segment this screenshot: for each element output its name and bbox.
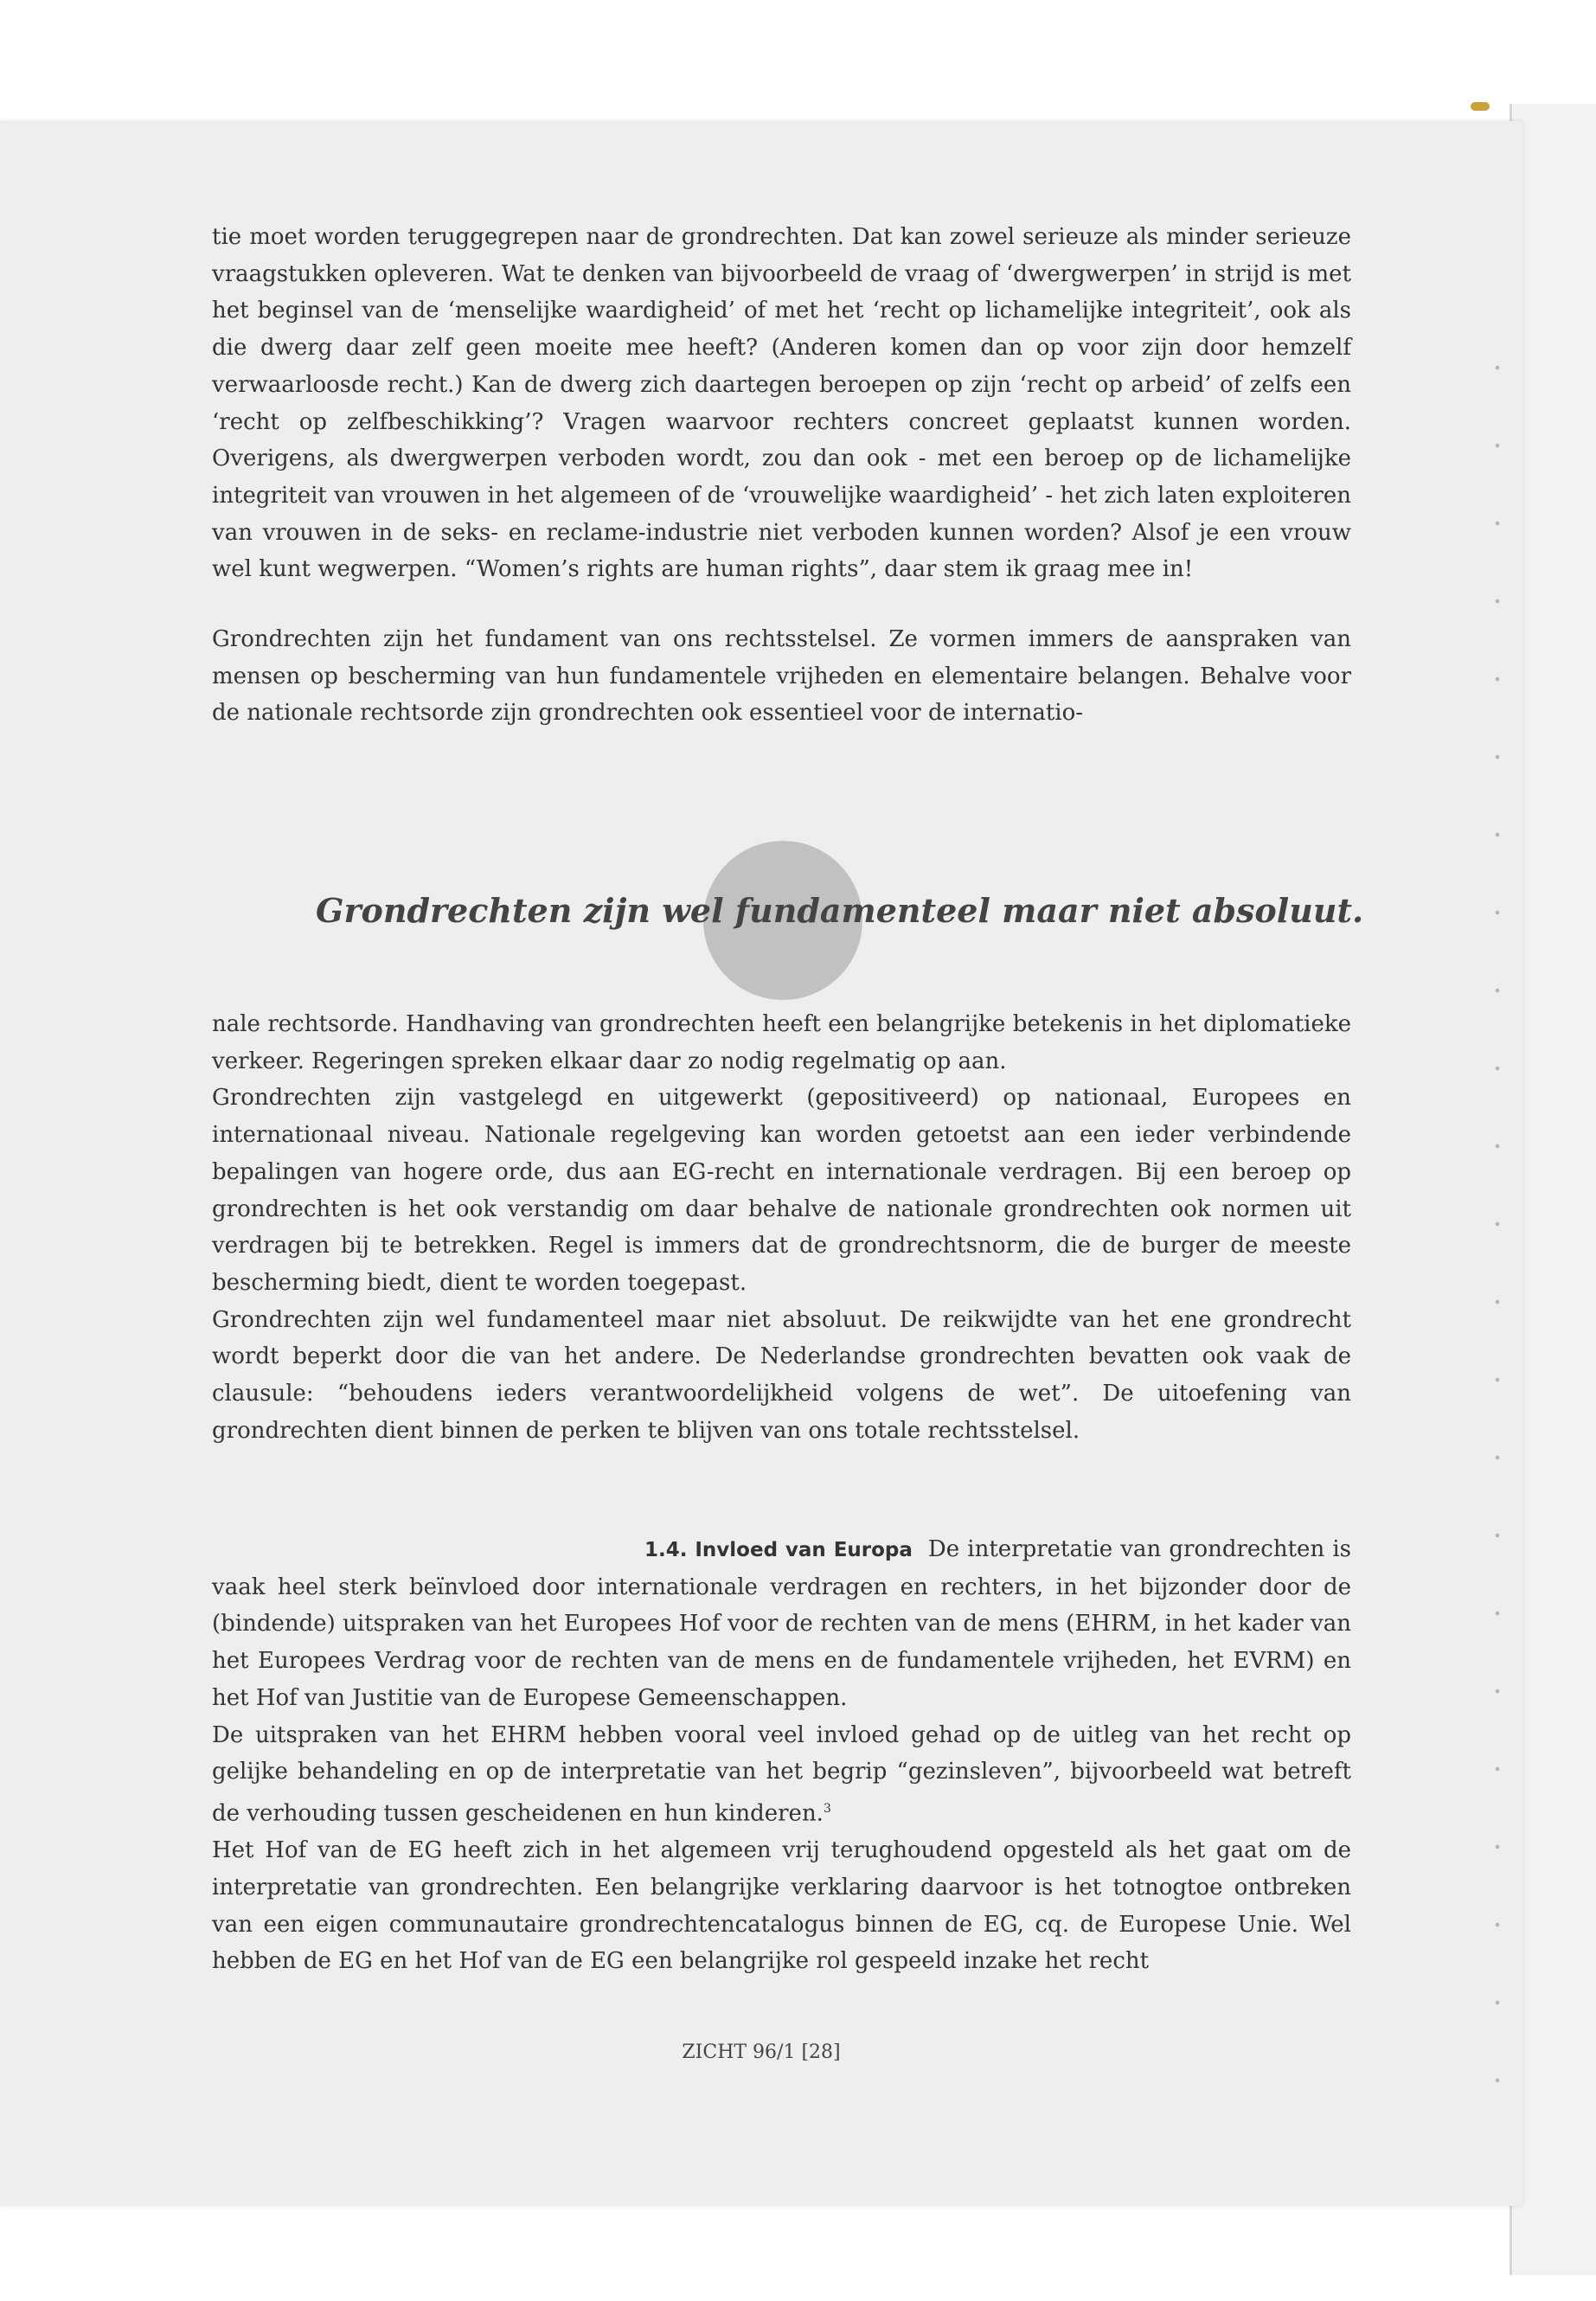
section-heading: 1.4. Invloed van Europa	[644, 1539, 913, 1561]
body-text-middle	[212, 1006, 1351, 1449]
paragraph: Het Hof van de EG heeft zich in het algemeen vrij terughoudend opgesteld als het gaat om de interpretatie van grondrechten. Een belangrijke verklaring daarvoor is het totnogtoe ontbreken van een eigen communautaire grondrechtencatalogus binnen de EG, cq. de Europese Unie. Wel hebben de EG en het Hof van de EG een belangrijke rol gespeeld inzake het recht	[212, 1837, 1351, 1975]
pull-quote: Grondrechten zijn wel fundamenteel maar niet absoluut.	[316, 891, 1364, 930]
body-text-top	[212, 219, 1351, 732]
paragraph: Grondrechten zijn het fundament van ons rechtsstelsel. Ze vormen immers de aanspraken van mensen op bescherming van hun fundamentele vrijheden en elementaire belangen. Behalve voor de nationale rechtsorde zijn grondrechten ook essentieel voor de internatio-	[212, 626, 1351, 727]
pull-quote-block	[212, 884, 1364, 971]
paragraph: tie moet worden teruggegrepen naar de grondrechten. Dat kan zowel serieuze als minder serieuze vraagstukken opleveren. Wat te denken van bijvoorbeeld de vraag of ‘dwergwerpen’ in strijd is met het beginsel van de ‘menselijke waardigheid’ of met het ‘recht op lichamelijke integriteit’, ook als die dwerg daar zelf geen moeite mee heeft? (Anderen komen dan op voor zijn door hemzelf verwaarloosde recht.) Kan de dwerg zich daartegen beroepen op zijn ‘recht op arbeid’ of zelfs een ‘recht op zelfbeschikking’? Vragen waarvoor rechters concreet geplaatst kunnen worden. Overigens, als dwergwerpen verboden wordt, zou dan ook - met een beroep op de lichamelijke integriteit van vrouwen in het algemeen of de ‘vrouwelijke waardigheid’ - het zich laten exploiteren van vrouwen in de seks- en reclame-industrie niet verboden kunnen worden? Alsof je een vrouw wel kunt wegwerpen. “Women’s rights are human rights”, daar stem ik graag mee in!	[212, 224, 1351, 583]
page-footer: ZICHT 96/1 [28]	[682, 2041, 841, 2063]
paragraph-text: De uitspraken van het EHRM hebben vooral veel invloed gehad op de uitleg van het recht op gelijke behandeling en op de interpretatie van het begrip “gezinsleven”, bijvoorbeeld wat betreft de verhouding tussen gescheidenen en hun kinderen.	[212, 1721, 1351, 1827]
paragraph	[212, 1717, 1351, 1833]
paragraph: Grondrechten zijn wel fundamenteel maar niet absoluut. De reikwijdte van het ene grondrecht wordt beperkt door die van het andere. De Nederlandse grondrechten bevatten ook vaak de clausule: “behoudens ieders verantwoordelijkheid volgens de wet”. De uitoefening van grondrechten dient binnen de perken te blijven van ons totale rechtsstelsel.	[212, 1306, 1351, 1444]
section-invloed-van-europa	[212, 1531, 1351, 1980]
adjacent-page-edge	[1509, 104, 1596, 2275]
section-intro-text: De interpretatie van grondrechten is vaak heel sterk beïnvloed door internationale verdragen en rechters, in het bijzonder door de (bindende) uitspraken van het Europees Hof voor de rechten van de mens (EHRM, in het kader van het Europees Verdrag voor de rechten van de mens en de fundamentele vrijheden, het EVRM) en het Hof van Justitie van de Europese Gemeenschappen.	[212, 1536, 1351, 1711]
paragraph: nale rechtsorde. Handhaving van grondrechten heeft een belangrijke betekenis in het diplomatieke verkeer. Regeringen spreken elkaar daar zo nodig regelmatig op aan.	[212, 1011, 1351, 1074]
binder-clip	[1471, 102, 1490, 111]
paragraph	[212, 1531, 1351, 1717]
paragraph: Grondrechten zijn vastgelegd en uitgewerkt (gepositiveerd) op nationaal, Europees en internationaal niveau. Nationale regelgeving kan worden getoetst aan een ieder verbindende bepalingen van hogere orde, dus aan EG-recht en internationale verdragen. Bij een beroep op grondrechten is het ook verstandig om daar behalve de nationale grondrechten ook normen uit verdragen bij te betrekken. Regel is immers dat de grondrechtsnorm, die de burger de meeste bescherming biedt, dient te worden toegepast.	[212, 1085, 1351, 1296]
binding-edge	[1495, 329, 1500, 2145]
footnote-marker: 3	[823, 1801, 831, 1816]
